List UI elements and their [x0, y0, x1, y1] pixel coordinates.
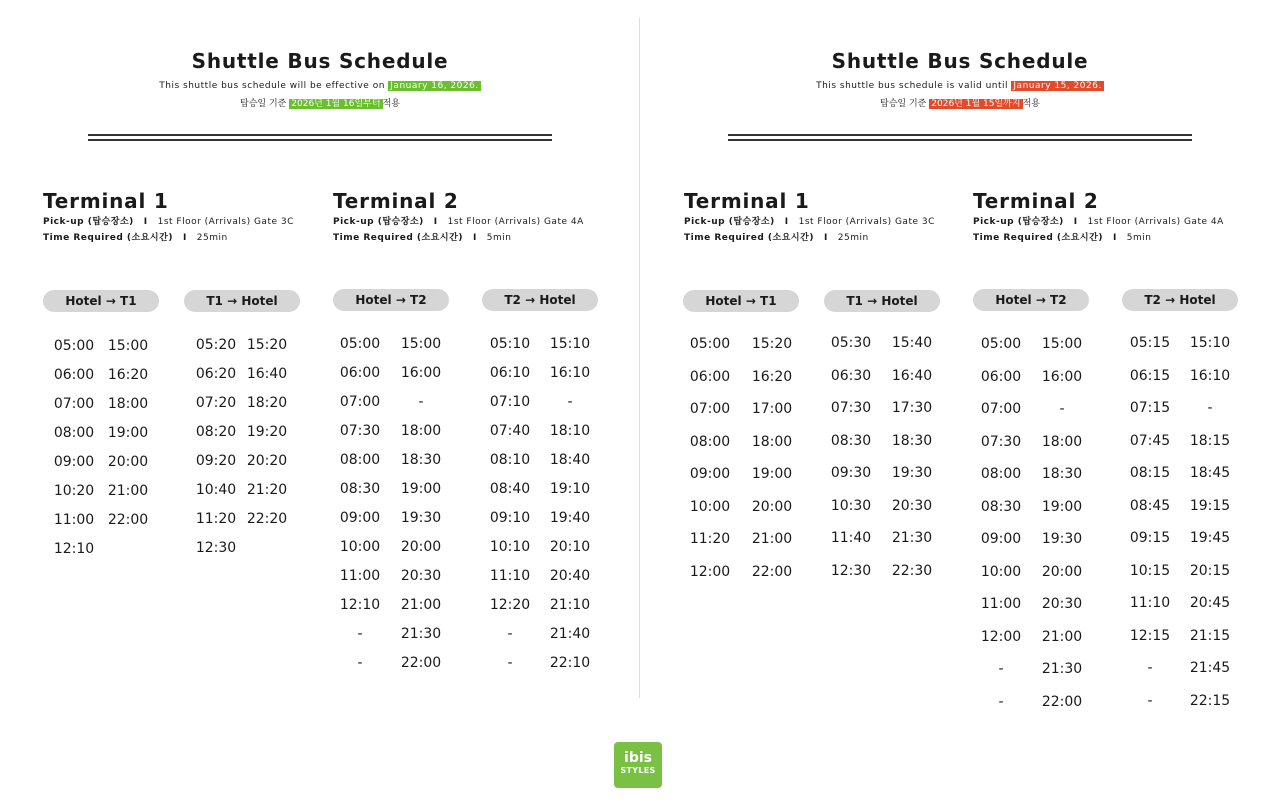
schedule-title: Shuttle Bus Schedule [831, 49, 1089, 73]
departure-time: 20:00 [400, 539, 442, 555]
departure-time: 12:10 [53, 541, 95, 557]
departure-time: 22:00 [107, 512, 149, 528]
departure-time: 15:10 [549, 336, 591, 352]
departure-time: - [507, 655, 513, 671]
validity-notice-en: This shuttle bus schedule is valid until January 15, 2026. [816, 81, 1102, 91]
departure-time: 21:20 [246, 482, 288, 498]
departure-time: 05:10 [489, 336, 531, 352]
schedule-title: Shuttle Bus Schedule [191, 49, 449, 73]
departure-time: 17:00 [751, 401, 793, 417]
departure-time: 20:40 [549, 568, 591, 584]
departure-time: 16:00 [1041, 368, 1083, 385]
departure-time: 19:15 [1189, 497, 1231, 514]
departure-time: 06:20 [195, 366, 237, 382]
departure-time: 19:30 [1041, 531, 1083, 547]
departure-time: 06:00 [980, 368, 1022, 385]
departure-time: 11:20 [195, 511, 237, 527]
departure-time: 18:00 [751, 433, 793, 450]
departure-time: - [357, 626, 363, 642]
departure-time: 08:30 [830, 432, 872, 449]
departure-time: 08:45 [1129, 497, 1171, 514]
departure-time: 08:00 [689, 433, 731, 450]
departure-time: - [998, 661, 1004, 677]
departure-time: 20:30 [1041, 596, 1083, 612]
valid-until-highlight: January 15, 2026. [1013, 81, 1102, 91]
departure-time: 21:30 [1041, 661, 1083, 677]
departure-time: 20:00 [107, 454, 149, 470]
departure-time: 20:45 [1189, 595, 1231, 611]
departure-time: 12:10 [339, 597, 381, 613]
departure-time: 22:15 [1189, 692, 1231, 709]
departure-time: 07:40 [489, 423, 531, 439]
departure-time: 17:30 [891, 400, 933, 416]
departure-time: 20:00 [1041, 563, 1083, 580]
departure-time: 11:00 [53, 512, 95, 528]
departure-time: 07:30 [339, 423, 381, 439]
departure-time: 15:00 [107, 338, 149, 354]
departure-time: 16:20 [751, 368, 793, 385]
effective-notice-en: This shuttle bus schedule will be effective on January 16, 2026. [159, 81, 479, 91]
departure-time: 10:20 [53, 483, 95, 499]
route-pill-t1-to-hotel: T1 → Hotel [184, 290, 300, 312]
ibis-styles-logo: ibis STYLES [614, 742, 662, 788]
departure-time: 07:10 [489, 394, 531, 410]
times-column [821, 327, 881, 587]
departure-time: 18:30 [1041, 466, 1083, 482]
times-column [680, 328, 740, 588]
departure-time: 07:00 [689, 401, 731, 417]
departure-time: 06:00 [339, 365, 381, 381]
departure-time: 20:00 [751, 498, 793, 515]
departure-time: 11:10 [1129, 595, 1171, 611]
departure-time: 10:15 [1129, 562, 1171, 579]
terminal-1-info: Terminal 1 Pick-up (탑승장소) I 1st Floor (Arrivals) Gate 3C Time Required (소요시간) I 25min [43, 189, 294, 243]
departure-time: 16:20 [107, 367, 149, 383]
departure-time: 07:00 [53, 396, 95, 412]
departure-time: 21:10 [549, 597, 591, 613]
departure-time: 09:30 [830, 465, 872, 481]
departure-time: 07:45 [1129, 432, 1171, 449]
departure-time: 15:20 [246, 337, 288, 353]
departure-time: 22:00 [751, 563, 793, 580]
times-column [882, 327, 942, 587]
departure-time: 21:30 [891, 530, 933, 546]
departure-time: 07:30 [830, 400, 872, 416]
departure-time: 18:00 [1041, 433, 1083, 450]
times-column [1120, 327, 1180, 717]
departure-time: 05:00 [980, 336, 1022, 352]
departure-time: - [567, 394, 573, 410]
departure-time: 07:00 [339, 394, 381, 410]
departure-time: 11:00 [339, 568, 381, 584]
departure-time: 07:15 [1129, 400, 1171, 416]
departure-time: 19:00 [400, 481, 442, 497]
departure-time: 12:15 [1129, 627, 1171, 644]
departure-time: 11:40 [830, 530, 872, 546]
terminal-name: Terminal 1 [684, 189, 810, 213]
departure-time: 05:15 [1129, 335, 1171, 351]
departure-time: 12:30 [830, 562, 872, 579]
departure-time: 09:00 [339, 510, 381, 526]
times-column [540, 330, 600, 678]
times-column [1032, 328, 1092, 718]
departure-time: 19:45 [1189, 530, 1231, 546]
departure-time: - [1147, 692, 1153, 709]
departure-time: 09:00 [53, 454, 95, 470]
departure-time: 12:20 [489, 597, 531, 613]
departure-time: 05:00 [689, 336, 731, 352]
departure-time: 20:20 [246, 453, 288, 469]
route-pill-t1-to-hotel: T1 → Hotel [824, 290, 940, 312]
departure-time: 21:00 [400, 597, 442, 613]
departure-time: - [418, 394, 424, 410]
terminal-name: Terminal 2 [973, 189, 1099, 213]
departure-time: 08:10 [489, 452, 531, 468]
times-column [742, 328, 802, 588]
departure-time: 21:15 [1189, 627, 1231, 644]
departure-time: 15:40 [891, 335, 933, 351]
departure-time: 12:00 [689, 563, 731, 580]
times-column [330, 330, 390, 678]
current-schedule-panel [640, 0, 1280, 740]
departure-time: 11:20 [689, 531, 731, 547]
departure-time: 22:20 [246, 511, 288, 527]
route-pill-t2-to-hotel: T2 → Hotel [1122, 289, 1238, 311]
departure-time: 21:40 [549, 626, 591, 642]
effective-date-highlight: January 16, 2026. [390, 81, 479, 91]
departure-time: 07:00 [980, 401, 1022, 417]
departure-time: 19:30 [891, 465, 933, 481]
departure-time: - [507, 626, 513, 642]
route-pill-t2-to-hotel: T2 → Hotel [482, 289, 598, 311]
departure-time: 15:00 [400, 336, 442, 352]
departure-time: 15:20 [751, 336, 793, 352]
departure-time: 19:10 [549, 481, 591, 497]
times-column [391, 330, 451, 678]
departure-time: 19:00 [751, 466, 793, 482]
double-rule [88, 134, 552, 142]
departure-time: 12:30 [195, 540, 237, 556]
departure-time: 20:30 [400, 568, 442, 584]
departure-time: 09:10 [489, 510, 531, 526]
departure-time: 10:30 [830, 497, 872, 514]
departure-time: 21:30 [400, 626, 442, 642]
departure-time: 18:00 [400, 423, 442, 439]
departure-time: 16:10 [549, 365, 591, 381]
departure-time: 21:45 [1189, 660, 1231, 676]
departure-time: 05:00 [53, 338, 95, 354]
departure-time: 18:30 [400, 452, 442, 468]
departure-time: 10:00 [980, 563, 1022, 580]
departure-time: - [1059, 401, 1065, 417]
departure-time: 22:00 [400, 655, 442, 671]
departure-time: 06:00 [53, 367, 95, 383]
departure-time: 19:00 [107, 425, 149, 441]
departure-time: 18:00 [107, 396, 149, 412]
departure-time: 08:30 [980, 498, 1022, 515]
departure-time: 06:15 [1129, 367, 1171, 384]
departure-time: - [1207, 400, 1213, 416]
times-column [44, 332, 104, 564]
effective-date-highlight-ko: 2026년 1월 16일부터 [291, 99, 381, 109]
times-column [98, 332, 158, 535]
departure-time: 12:00 [980, 628, 1022, 645]
departure-time: 10:00 [339, 539, 381, 555]
departure-time: 21:00 [107, 483, 149, 499]
departure-time: 18:40 [549, 452, 591, 468]
departure-time: 10:00 [689, 498, 731, 515]
departure-time: - [998, 693, 1004, 710]
departure-time: 11:10 [489, 568, 531, 584]
departure-time: 08:00 [980, 466, 1022, 482]
departure-time: 22:00 [1041, 693, 1083, 710]
departure-time: 19:40 [549, 510, 591, 526]
effective-notice-ko: 탑승일 기준 2026년 1월 16일부터 적용 [240, 99, 400, 109]
departure-time: 18:45 [1189, 465, 1231, 481]
times-column [237, 331, 297, 534]
departure-time: 20:30 [891, 497, 933, 514]
departure-time: 18:30 [891, 432, 933, 449]
departure-time: - [357, 655, 363, 671]
departure-time: 15:00 [1041, 336, 1083, 352]
departure-time: 05:30 [830, 335, 872, 351]
departure-time: 16:40 [246, 366, 288, 382]
departure-time: 08:30 [339, 481, 381, 497]
departure-time: 07:30 [980, 433, 1022, 450]
route-pill-hotel-to-t1: Hotel → T1 [683, 290, 799, 312]
times-column [1180, 327, 1240, 717]
departure-time: 19:20 [246, 424, 288, 440]
new-schedule-panel [0, 0, 640, 740]
departure-time: 21:00 [751, 531, 793, 547]
route-pill-hotel-to-t1: Hotel → T1 [43, 290, 159, 312]
departure-time: 18:20 [246, 395, 288, 411]
departure-time: 08:20 [195, 424, 237, 440]
departure-time: 08:40 [489, 481, 531, 497]
departure-time: 16:10 [1189, 367, 1231, 384]
validity-notice-ko: 탑승일 기준 2026년 1월 15일까지 적용 [880, 99, 1040, 109]
times-column [971, 328, 1031, 718]
departure-time: 06:10 [489, 365, 531, 381]
departure-time: 06:30 [830, 367, 872, 384]
terminal-name: Terminal 1 [43, 189, 169, 213]
departure-time: 20:10 [549, 539, 591, 555]
departure-time: 06:00 [689, 368, 731, 385]
terminal-name: Terminal 2 [333, 189, 459, 213]
departure-time: 09:20 [195, 453, 237, 469]
departure-time: 08:15 [1129, 465, 1171, 481]
times-column [480, 330, 540, 678]
departure-time: 09:00 [980, 531, 1022, 547]
double-rule [728, 134, 1192, 142]
terminal-2-info: Terminal 2 Pick-up (탑승장소) I 1st Floor (Arrivals) Gate 4A Time Required (소요시간) I 5min [333, 189, 584, 243]
departure-time: 18:15 [1189, 432, 1231, 449]
departure-time: 15:10 [1189, 335, 1231, 351]
departure-time: 08:00 [53, 425, 95, 441]
route-pill-hotel-to-t2: Hotel → T2 [973, 289, 1089, 311]
terminal-2-info: Terminal 2 Pick-up (탑승장소) I 1st Floor (Arrivals) Gate 4A Time Required (소요시간) I 5min [973, 189, 1224, 243]
route-pill-hotel-to-t2: Hotel → T2 [333, 289, 449, 311]
departure-time: 20:15 [1189, 562, 1231, 579]
departure-time: 09:15 [1129, 530, 1171, 546]
departure-time: 16:00 [400, 365, 442, 381]
departure-time: 09:00 [689, 466, 731, 482]
departure-time: 10:10 [489, 539, 531, 555]
terminal-1-info: Terminal 1 Pick-up (탑승장소) I 1st Floor (Arrivals) Gate 3C Time Required (소요시간) I 25min [684, 189, 935, 243]
departure-time: 08:00 [339, 452, 381, 468]
departure-time: 16:40 [891, 367, 933, 384]
departure-time: 07:20 [195, 395, 237, 411]
departure-time: 05:00 [339, 336, 381, 352]
valid-until-highlight-ko: 2026년 1월 15일까지 [931, 99, 1021, 109]
departure-time: 22:30 [891, 562, 933, 579]
departure-time: 19:00 [1041, 498, 1083, 515]
departure-time: 22:10 [549, 655, 591, 671]
departure-time: 18:10 [549, 423, 591, 439]
departure-time: 11:00 [980, 596, 1022, 612]
departure-time: 10:40 [195, 482, 237, 498]
departure-time: 19:30 [400, 510, 442, 526]
departure-time: 21:00 [1041, 628, 1083, 645]
departure-time: - [1147, 660, 1153, 676]
departure-time: 05:20 [195, 337, 237, 353]
